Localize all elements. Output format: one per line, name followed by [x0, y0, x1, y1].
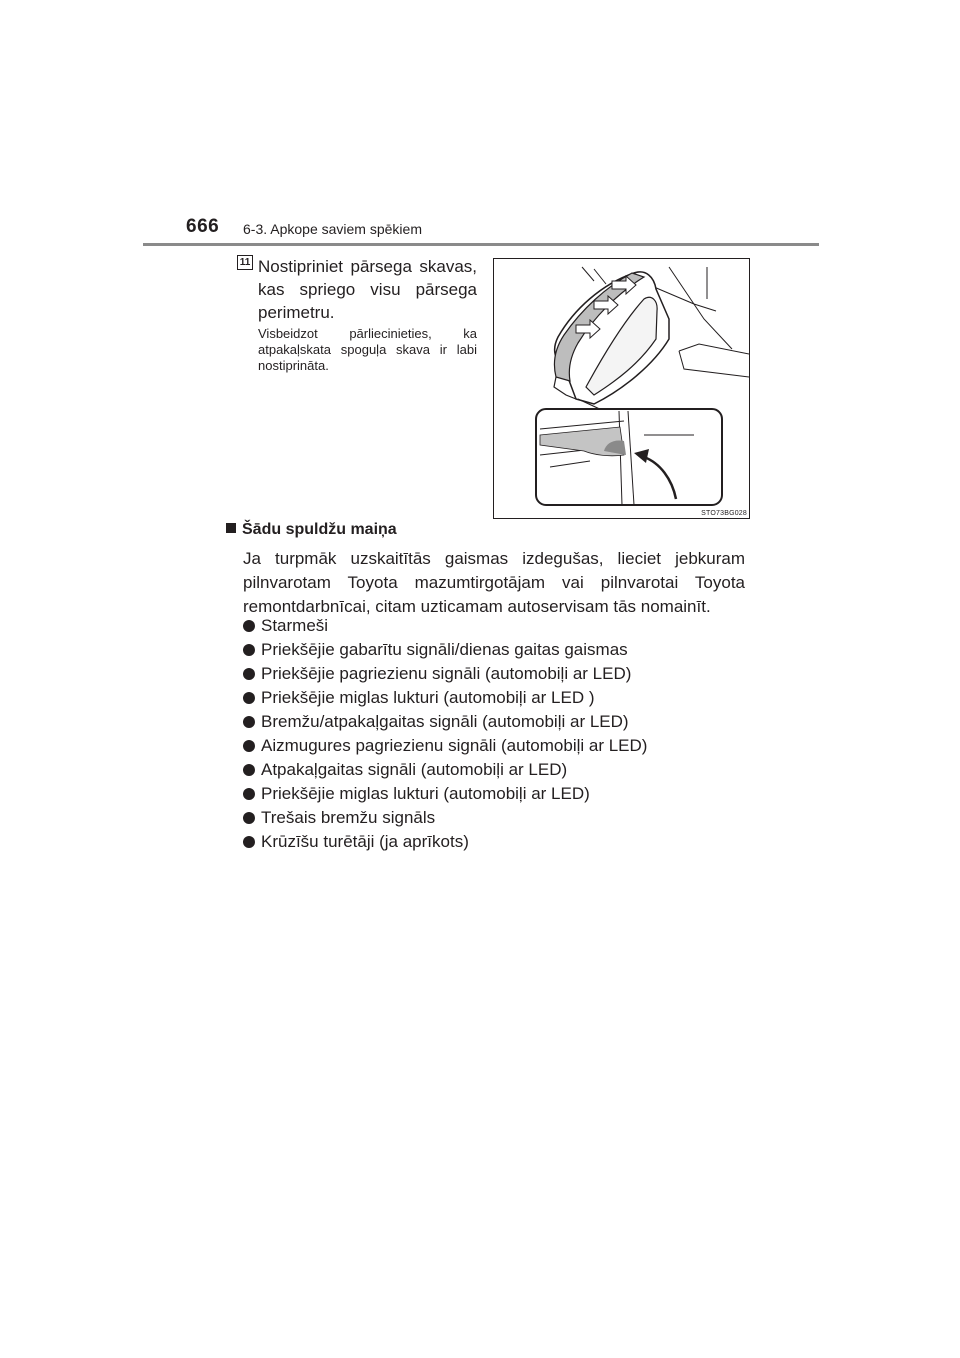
figure-code: STO73BG028: [701, 510, 747, 517]
list-item: Atpakaļgaitas signāli (automobiļi ar LED): [243, 758, 647, 782]
list-item: Starmeši: [243, 614, 647, 638]
list-item: Priekšējie miglas lukturi (automobiļi ar LED): [243, 782, 647, 806]
list-item: Trešais bremžu signāls: [243, 806, 647, 830]
bullet-icon: [243, 692, 255, 704]
bullet-icon: [243, 812, 255, 824]
header-divider: [143, 243, 819, 246]
section-paragraph: Ja turpmāk uzskaitītās gaismas izdegušas, lieciet jebkuram pilnvarotam Toyota mazumtirgotājam vai pilnvarotai Toyota remontdarbnīcai, citam uzticamam autoservisam tās nomainīt.: [243, 549, 745, 616]
bullet-icon: [243, 668, 255, 680]
bullet-icon: [243, 740, 255, 752]
mirror-cover-drawing: [494, 259, 749, 518]
bullet-icon: [243, 644, 255, 656]
section-heading: [226, 521, 397, 539]
mirror-cover-illustration: [493, 258, 750, 519]
bullet-icon: [243, 620, 255, 632]
list-item: Bremžu/atpakaļgaitas signāli (automobiļi ar LED): [243, 710, 647, 734]
list-item: Priekšējie pagriezienu signāli (automobiļi ar LED): [243, 662, 647, 686]
bulb-list: [243, 614, 647, 854]
page-number: 666: [186, 216, 220, 237]
list-item: Krūzīšu turētāji (ja aprīkots): [243, 830, 647, 854]
list-item: Priekšējie gabarītu signāli/dienas gaitas gaismas: [243, 638, 647, 662]
bullet-icon: [243, 764, 255, 776]
bullet-icon: [243, 716, 255, 728]
bullet-icon: [243, 836, 255, 848]
step-number-badge: 11: [237, 255, 253, 270]
section-heading-text: Šādu spuldžu maiņa: [242, 521, 397, 538]
square-bullet-icon: [226, 523, 236, 533]
step-note: Visbeidzot pārliecinieties, ka atpakaļskata spoguļa skava ir labi nostiprināta.: [258, 326, 477, 373]
bullet-icon: [243, 788, 255, 800]
list-item: Priekšējie miglas lukturi (automobiļi ar LED ): [243, 686, 647, 710]
list-item: Aizmugures pagriezienu signāli (automobiļi ar LED): [243, 734, 647, 758]
step-instruction: Nostipriniet pārsega skavas, kas spriego visu pārsega perimetru.: [258, 257, 477, 322]
section-title: 6-3. Apkope saviem spēkiem: [243, 221, 422, 237]
